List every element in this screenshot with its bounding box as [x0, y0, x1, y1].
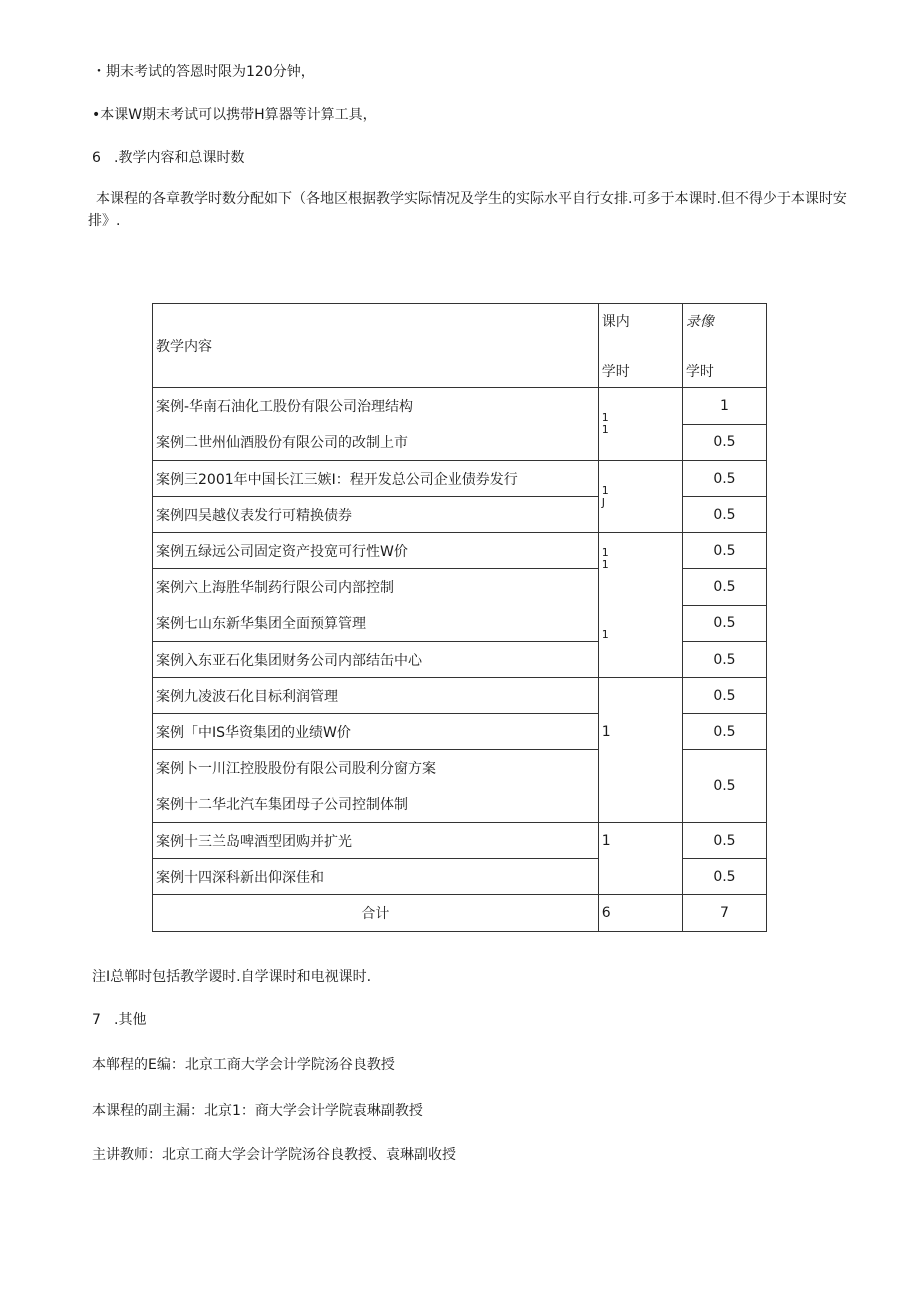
row-name: 案例十二华北汽车集团母子公司控制体制: [156, 797, 408, 813]
row-name: 案例四吴越仪表发行可精换债券: [153, 497, 599, 533]
header-content: 教学内容: [153, 304, 599, 388]
total-video-hours: 7: [682, 895, 766, 932]
video-hours-cell: 0.5: [682, 823, 766, 859]
row-name: 案例十三兰岛啤酒型团购并扩光: [153, 823, 599, 859]
total-class-hours: 6: [598, 895, 682, 932]
table-row: [153, 678, 767, 714]
row-name-group4b: [153, 750, 599, 823]
video-hours-cell: 0.5: [682, 424, 766, 461]
header-class-hours-top: 课内: [601, 313, 630, 330]
table-row: [153, 461, 767, 497]
staff-lecturers: 主讲教师：北京工商大学会计学院汤谷良教授、袁琳副收授: [92, 1147, 456, 1163]
video-hours-cell: 0.5: [682, 605, 766, 642]
video-hours-cell: 0.5: [682, 569, 766, 606]
video-hours-cell: 0.5: [682, 533, 766, 569]
section-6-number: 6: [92, 150, 101, 166]
video-hours-cell: 0.5: [682, 859, 766, 895]
section-6-heading: [92, 148, 244, 168]
row-name: 案例卜一川江控股股份有限公司股利分窗方案: [156, 761, 436, 777]
row-name: 案例九凌波石化目标利润管理: [153, 678, 599, 714]
section-7-heading: [92, 1010, 146, 1030]
table-header-row: [153, 304, 767, 388]
total-label: 合计: [153, 895, 599, 932]
table-note: 注I总郸时包括教学谡时.自学课时和电视课时.: [92, 969, 372, 985]
row-name: 案例五绿远公司固定资产投宽可行性W价: [153, 533, 599, 569]
header-video-hours: [682, 304, 766, 388]
header-video-hours-top: 录像: [685, 313, 714, 330]
video-hours-cell: 0.5: [682, 750, 766, 823]
section-7-number: 7: [92, 1012, 101, 1028]
row-name: 案例「中IS华资集团的业绩W价: [153, 714, 599, 750]
video-hours-cell: 1: [682, 388, 766, 425]
bullet-exam-duration: ・期末考试的答恩时限为120分钟，: [92, 64, 315, 80]
class-hours-group4: 1: [598, 678, 682, 823]
class-hours-group1: 1 1: [598, 388, 682, 461]
row-name: 案例入东亚石化集团财务公司内部结缶中心: [153, 642, 599, 678]
video-hours-cell: 0.5: [682, 714, 766, 750]
video-hours-cell: 0.5: [682, 461, 766, 497]
hours-table: [152, 303, 767, 932]
row-name-group3b: [153, 569, 599, 642]
section-7-title: .其他: [114, 1012, 147, 1028]
table-row: [153, 388, 767, 425]
table-row: [153, 823, 767, 859]
total-row: [153, 895, 767, 932]
class-hours-group2: 1 J: [598, 461, 682, 533]
class-hours-group3: 1 1 1: [598, 533, 682, 678]
video-hours-cell: 0.5: [682, 497, 766, 533]
row-name: 案例十四深科新出仰深佳和: [153, 859, 599, 895]
header-video-hours-bottom: 学时: [685, 363, 714, 380]
row-name: 案例二世州仙酒股份有限公司的改制上市: [156, 435, 408, 451]
header-class-hours-bottom: 学时: [601, 363, 630, 380]
staff-deputy-editor: 本课程的副主漏：北京1：商大学会计学院袁琳副教授: [92, 1103, 423, 1119]
row-name: 案例-华南石油化工股份有限公司治理结构: [156, 399, 414, 415]
video-hours-cell: 0.5: [682, 642, 766, 678]
header-class-hours: [598, 304, 682, 388]
table-row: [153, 533, 767, 569]
section-6-title: .教学内容和总课时数: [114, 150, 245, 166]
row-name: 案例三2001年中国长江三嫉I：程开发总公司企业债券发行: [153, 461, 599, 497]
row-name-group1: [153, 388, 599, 461]
video-hours-cell: 0.5: [682, 678, 766, 714]
bullet-calculator: •本课W期末考试可以携带H算器等计算工具，: [92, 107, 377, 123]
intro-paragraph: 本课程的各章教学时数分配如下（各地区根据教学实际情况及学生的实际水平自行女排.可多于本课时.但不得少于本课时安排》.: [88, 191, 847, 229]
row-name: 案例七山东新华集团全面预算管理: [156, 616, 366, 632]
staff-chief-editor: 本郸程的E编：北京工商大学会计学院汤谷良教授: [92, 1057, 395, 1073]
class-hours-group5: 1: [598, 823, 682, 895]
row-name: 案例六上海胜华制药行限公司内部控制: [156, 580, 394, 596]
